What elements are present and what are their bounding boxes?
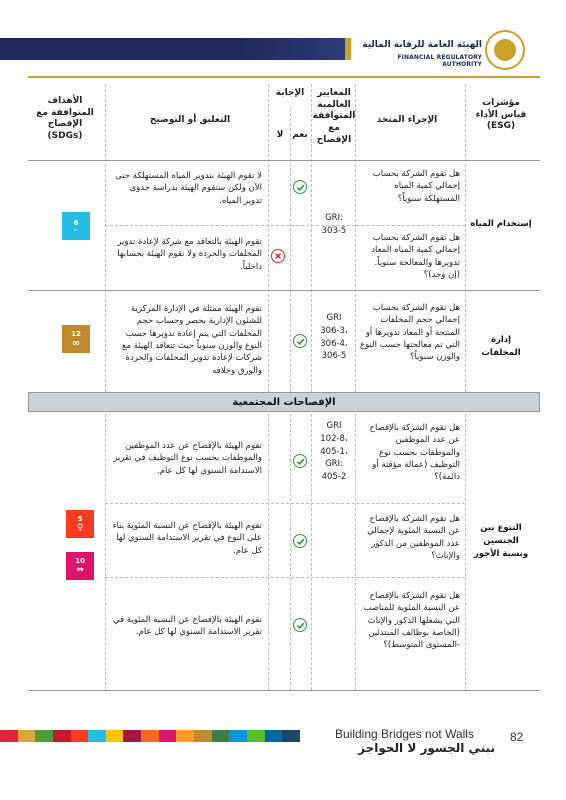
gri-social: GRI 102-8، 405-1، GRI: 405-2: [320, 421, 348, 482]
action-social-3: هل تقوم الشركة بالإفصاح عن النسبة المئوية للمناصب التي يشغلها الذكور والإناث (الخاصة بوظائف المبتدئين -المستوى المتوسط)؟: [363, 591, 460, 651]
footer-color-stripes: [0, 730, 300, 742]
col-divider: [355, 414, 356, 690]
section-title-social: الإفصاحات المجتمعية: [28, 392, 540, 412]
row-divider: [28, 160, 540, 161]
check-icon: [293, 534, 307, 548]
col-head-no: لا: [276, 130, 284, 140]
col-divider: [290, 414, 291, 690]
col-head-yes: نعم: [292, 130, 308, 140]
sdg-10-icon: 10 ⇔: [66, 552, 94, 580]
comment-social-1: تقوم الهيئة بالإفصاح عن عدد الموظفين والموظفات بحسب نوع التوظيف في تقرير الاستدامة السنوي لها كل عام.: [113, 441, 262, 476]
kpi-water-use: إستخدام المياه: [470, 219, 532, 229]
check-icon: [293, 180, 307, 194]
comment-social-3: تقوم الهيئة بالإفصاح عن النسبة المئوية في تقرير الاستدامة السنوي لها كل عام.: [112, 615, 262, 638]
gri-water: GRI: 303-5: [321, 213, 347, 236]
action-social-2: هل تقوم الشركة بالإفصاح عن النسبة المئوية لإجمالي عدد الموظفين من الذكور والإناث؟: [367, 514, 460, 561]
col-divider: [311, 414, 312, 690]
row-divider: [105, 503, 465, 504]
header-divider: [28, 76, 540, 78]
comment-social-2: تقوم الهيئة بالإفصاح عن النسبة المئوية بناء على النوع في تقرير الاستدامة السنوي لها كل عام.: [112, 521, 262, 556]
check-icon: [293, 334, 307, 348]
col-head-comment: التعليق أو التوضيح: [149, 115, 231, 125]
col-divider: [355, 84, 356, 392]
cross-icon: [271, 249, 285, 263]
row-divider: [28, 690, 540, 691]
header-band: [0, 38, 345, 60]
fra-logo-icon: [485, 30, 525, 70]
row-divider: [105, 225, 465, 226]
action-social-1: هل تقوم الشركة بالإفصاح عن عدد الموظفين والموظفات بحسب نوع التوظيف (عمالة مؤقتة أو دائمة)؟: [369, 423, 460, 483]
col-divider: [105, 84, 106, 392]
col-divider: [268, 414, 269, 690]
col-divider: [290, 108, 291, 392]
org-name-arabic: الهيئة العامة للرقابة المالية: [362, 40, 482, 50]
sdg-6-icon: 6 ▻: [62, 212, 90, 240]
col-head-esg: مؤشرات قياس الأداء (ESG): [475, 98, 527, 132]
sdg-5-icon: 5 ♀: [66, 510, 94, 538]
gri-waste: GRI 306-3، 306-4، 306-5: [320, 313, 348, 362]
header-band-accent: [345, 38, 351, 60]
sdg-12-icon: 12 ∞: [62, 325, 90, 353]
kpi-waste-management: إدارة المخلفات: [481, 335, 521, 358]
row-divider: [105, 577, 465, 578]
action-water-1: هل تقوم الشركة بحساب إجمالي كمية المياه المستهلكة سنوياً؟: [372, 169, 460, 204]
col-head-answer: الإجابة: [275, 88, 305, 98]
check-icon: [293, 618, 307, 632]
comment-water-2: تقوم الهيئة بالتعاقد مع شركة لإعادة تدوير المخلفات والخردة ولا تقوم الهيئة بحسابها داخلياً.: [117, 237, 262, 272]
kpi-gender-diversity: التنوع بين الجنسين ونسبة الأجور: [473, 523, 529, 559]
action-water-2: هل تقوم الشركة بحساب إجمالي كمية المياه المعاد تدويرها والمعالجة سنوياً. (إن وجد)؟: [371, 233, 460, 280]
col-divider: [311, 84, 312, 392]
footer-tagline-english: Building Bridges not Walls: [335, 727, 474, 741]
row-divider: [28, 290, 540, 291]
page-number: 82: [510, 730, 524, 744]
col-head-action: الإجراء المتخذ: [376, 115, 438, 125]
org-name-english: FINANCIAL REGULATORY AUTHORITY: [397, 54, 482, 68]
comment-water-1: لا تقوم الهيئة بتدوير المياه المستهلكة حتى الآن ولكن ستقوم الهيئة بدراسة جدوى تدوير المياه.: [115, 171, 262, 206]
col-head-criteria: المعايير العالمية المتوافقة مع الإفصاح: [312, 88, 356, 145]
col-divider: [268, 84, 269, 392]
action-waste-1: هل تقوم الشركة بحساب إجمالي حجم المخلفات المنتجة أو المعاد تدويرها أو التي تم معالجتها حسب النوع والوزن سنوياً؟: [360, 303, 460, 363]
col-divider: [465, 84, 466, 392]
col-divider: [105, 414, 106, 690]
comment-waste-1: تقوم الهيئة ممثلة في الإدارة المركزية للشئون الإدارية بحصر وحساب حجم المخلفات التي يتم إعادة تدويرها حسب النوع والوزن سنوياً حيث تتعاقد الهيئة مع شركات لإعادة تدوير المخلفات والخردة والورق وخلافه: [122, 304, 262, 376]
col-head-sdgs: الأهداف المتوافقة مع الإفصاح (SDGs): [36, 96, 94, 142]
footer-tagline-arabic: نبني الجسور لا الحواجز: [358, 741, 495, 755]
col-divider: [465, 414, 466, 690]
check-icon: [293, 454, 307, 468]
